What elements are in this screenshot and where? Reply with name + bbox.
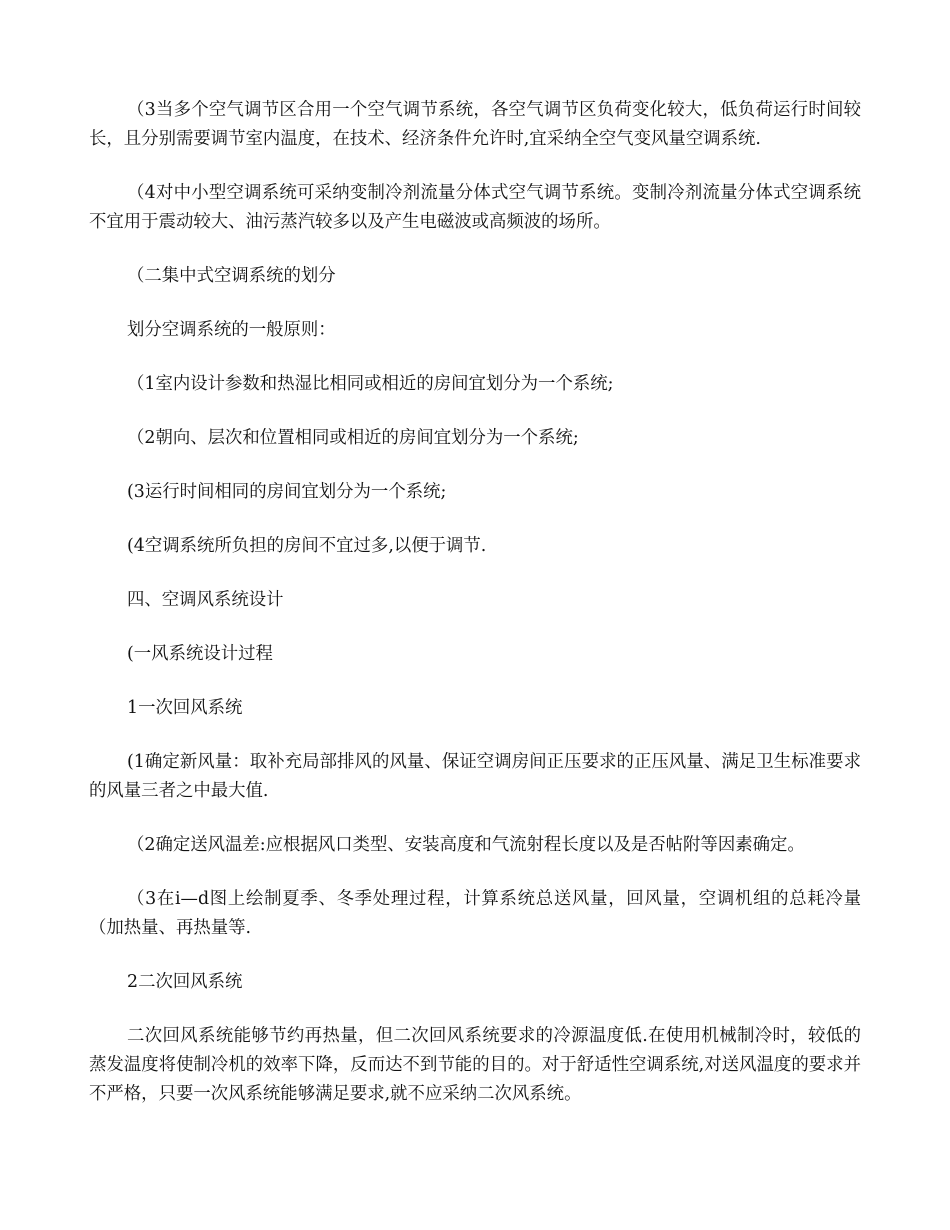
paragraph-vrf-system: （4对中小型空调系统可采纳变制冷剂流量分体式空气调节系统。变制冷剂流量分体式空调系统不宜用于震动较大、油污蒸汽较多以及产生电磁波或高频波的场所。	[89, 183, 861, 232]
paragraph-heading-central-division: （二集中式空调系统的划分	[127, 266, 336, 286]
paragraph-general-principles: 划分空调系统的一般原则：	[127, 320, 336, 340]
paragraph-supply-temp-difference: （2确定送风温差:应根据风口类型、安装高度和气流射程长度以及是否帖附等因素确定。	[127, 835, 805, 855]
paragraph-vav-system: （3当多个空气调节区合用一个空气调节系统，各空气调节区负荷变化较大，低负荷运行时间较长，且分别需要调节室内温度，在技术、经济条件允许时,宜采纳全空气变风量空调系统.	[89, 100, 861, 149]
paragraph-id-chart-process: （3在i—d图上绘制夏季、冬季处理过程，计算系统总送风量，回风量，空调机组的总耗冷量（加热量、再热量等.	[89, 889, 861, 938]
document-body	[89, 96, 861, 1134]
item-heading-secondary-return-air: 2二次回风系统	[127, 972, 243, 992]
paragraph-principle-4: (4空调系统所负担的房间不宜过多,以便于调节.	[127, 536, 487, 556]
subsection-heading-design-process: (一风系统设计过程	[127, 644, 273, 664]
paragraph-principle-1: （1室内设计参数和热湿比相同或相近的房间宜划分为一个系统;	[127, 374, 614, 394]
paragraph-principle-2: （2朝向、层次和位置相同或相近的房间宜划分为一个系统;	[127, 428, 579, 448]
paragraph-principle-3: (3运行时间相同的房间宜划分为一个系统;	[127, 482, 447, 502]
paragraph-secondary-return-air: 二次回风系统能够节约再热量，但二次回风系统要求的冷源温度低.在使用机械制冷时，较低的蒸发温度将使制冷机的效率下降，反而达不到节能的目的。对于舒适性空调系统,对送风温度的要求并不严格，只要一次风系统能够满足要求,就不应采纳二次风系统。	[89, 1026, 861, 1104]
section-heading-air-system-design: 四、空调风系统设计	[127, 590, 284, 610]
paragraph-fresh-air-volume: (1确定新风量：取补充局部排风的风量、保证空调房间正压要求的正压风量、满足卫生标准要求的风量三者之中最大值.	[89, 752, 861, 801]
item-heading-primary-return-air: 1一次回风系统	[127, 698, 243, 718]
